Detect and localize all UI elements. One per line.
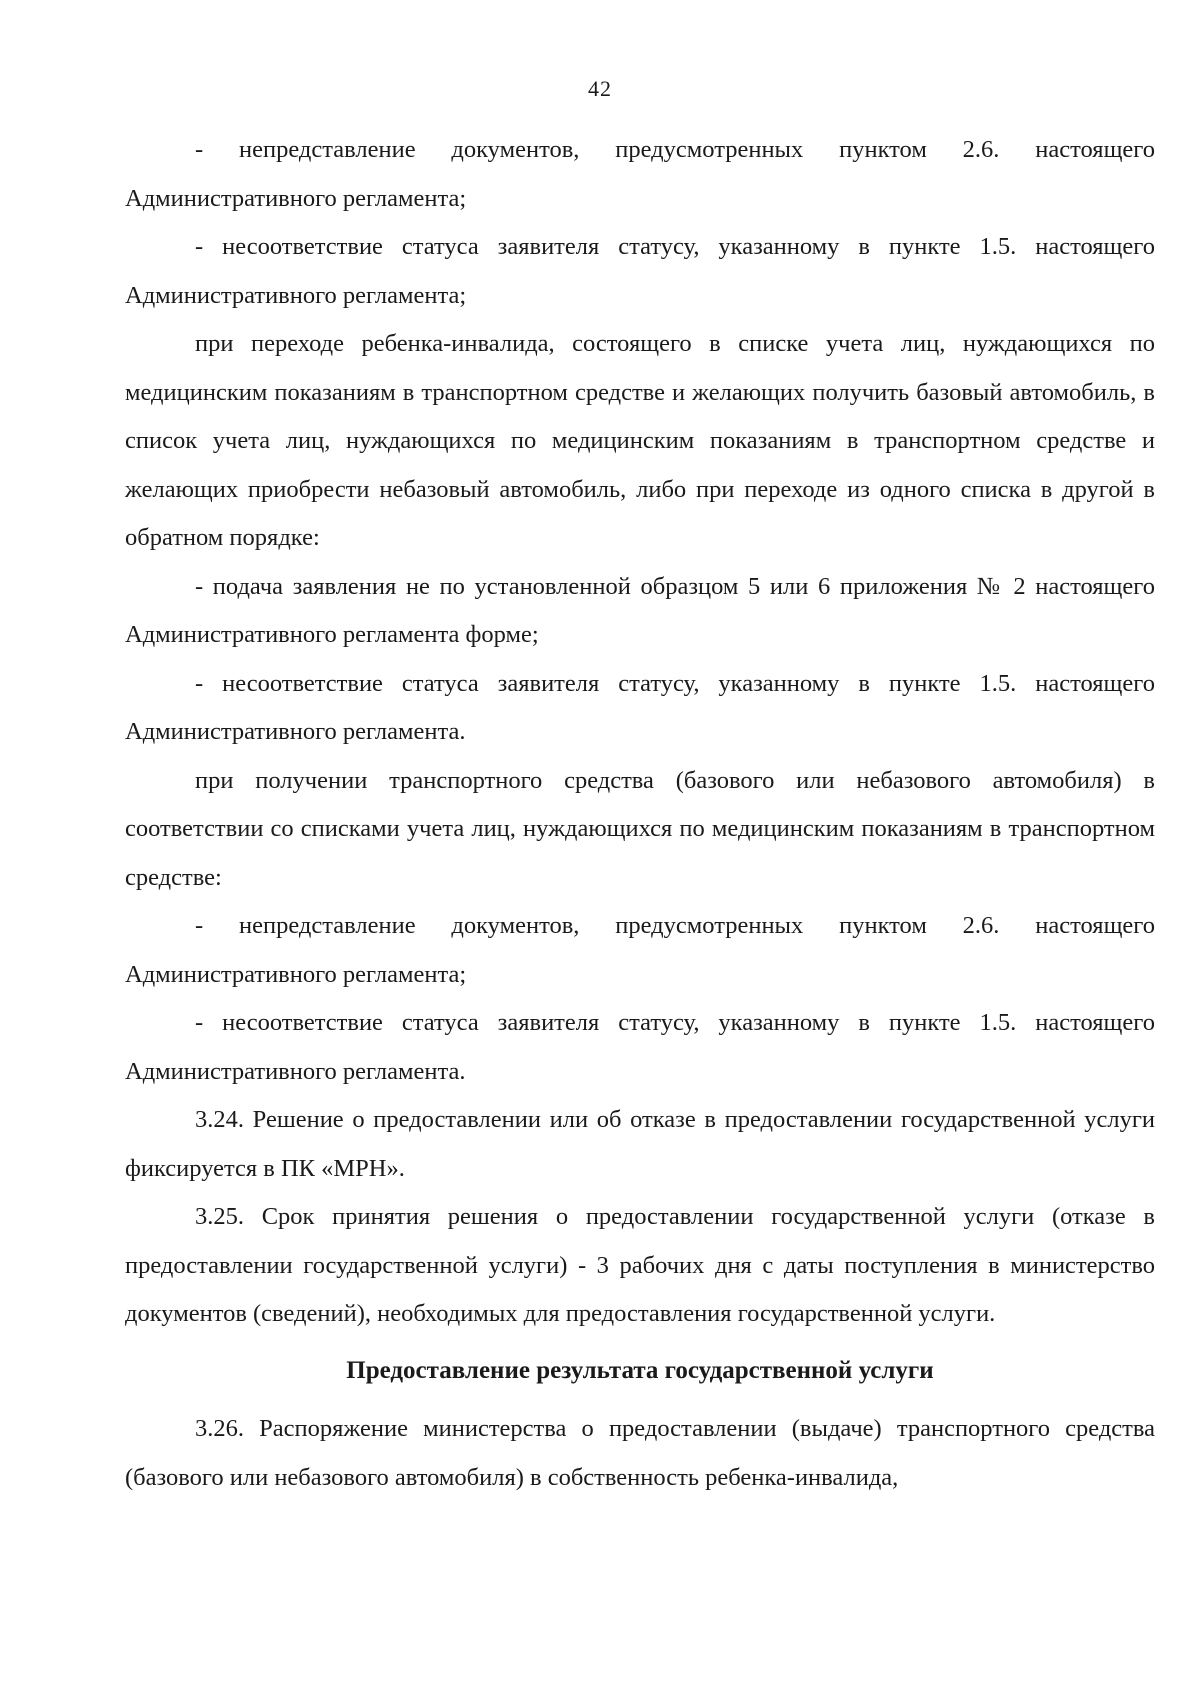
section-heading: Предоставление результата государственной услуги (346, 1356, 934, 1384)
paragraph: - непредставление документов, предусмотренных пунктом 2.6. настоящего Административного регламента; (125, 136, 1155, 212)
paragraph: при получении транспортного средства (базового или небазового автомобиля) в соответствии со списками учета лиц, нуждающихся по медицинским показаниям в транспортном средстве: (125, 766, 1155, 891)
paragraph: 3.26. Распоряжение министерства о предоставлении (выдаче) транспортного средства (базового или небазового автомобиля) в собственность ребенка-инвалида, (125, 1415, 1155, 1491)
paragraph: 3.24. Решение о предоставлении или об отказе в предоставлении государственной услуги фиксируется в ПК «МРН». (125, 1106, 1155, 1182)
document-body (125, 126, 1155, 1502)
paragraph: 3.25. Срок принятия решения о предоставлении государственной услуги (отказе в предоставлении государственной услуги) - 3 рабочих дня с даты поступления в министерство документов (сведений), необходимых для предоставления государственной услуги. (125, 1203, 1155, 1327)
paragraph: - несоответствие статуса заявителя статусу, указанному в пункте 1.5. настоящего Административного регламента; (125, 233, 1155, 309)
page-number: 42 (588, 76, 612, 101)
paragraph: - несоответствие статуса заявителя статусу, указанному в пункте 1.5. настоящего Административного регламента. (125, 1009, 1155, 1085)
paragraph: при переходе ребенка-инвалида, состоящего в списке учета лиц, нуждающихся по медицинским показаниям в транспортном средстве и желающих получить базовый автомобиль, в список учета лиц, нуждающихся по медицинским показаниям в транспортном средстве и желающих приобрести небазовый автомобиль, либо при переходе из одного списка в другой в обратном порядке: (125, 330, 1155, 551)
paragraph: - несоответствие статуса заявителя статусу, указанному в пункте 1.5. настоящего Административного регламента. (125, 669, 1155, 745)
paragraph: - подача заявления не по установленной образцом 5 или 6 приложения № 2 настоящего Административного регламента форме; (125, 572, 1155, 648)
paragraph: - непредставление документов, предусмотренных пунктом 2.6. настоящего Административного регламента; (125, 912, 1155, 988)
